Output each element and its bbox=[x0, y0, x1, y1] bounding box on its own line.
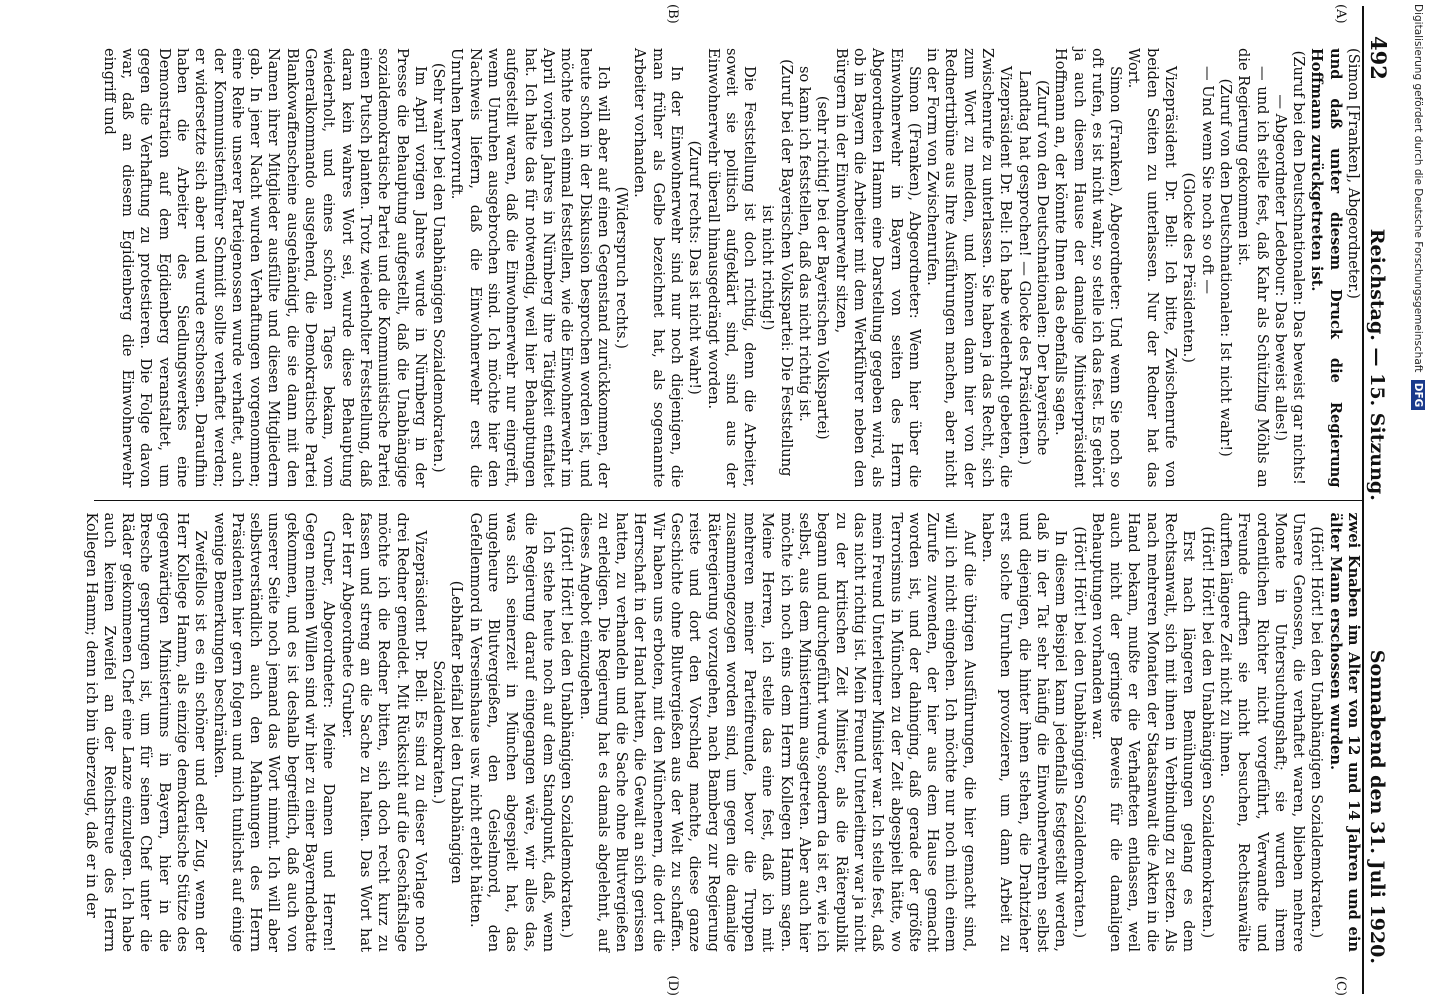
paragraph: (Simon [Franken], Abgeordneter.) bbox=[1345, 48, 1362, 299]
paragraph: Ich will aber auf einen Gegenstand zurückkommen, der heute schon in der Diskussion besprochen worden ist, und möchte noch einmal feststellen, wie die Einwohnerwehr im April vorigen Jahres in Nürnberg ihre Tätigkeit entfaltet hat. Ich halte das für notwendig, weil hier Behauptungen aufgestellt waren, daß die Einwohnerwehr nur eingreift, wenn Unruhen ausgebrochen sind. Ich möchte hier den Nachweis liefern, daß die Einwohnerwehr erst die Unruhen hervorruft. bbox=[448, 48, 612, 488]
paragraph: so kann ich feststellen, daß das nicht richtig ist. bbox=[796, 66, 814, 422]
paragraph: Erst nach längeren Bemühungen gelang es dem Rechtsanwalt, sich mit ihnen in Verbindung zu setzen. Als nach mehreren Monaten der Staatsanwalt die Akten in die Hand bekam, mußte er die Verhafteten entlassen, weil auch nicht der geringste Beweis für die damaligen Behauptungen vorhanden war. bbox=[1088, 512, 1198, 952]
paragraph: und daß unter diesem Druck die Regierung Hoffmann zurückgetreten ist. bbox=[1308, 48, 1344, 488]
credit-text: Digitalisierung gefördert durch die Deutsche Forschungsgemeinschaft bbox=[1412, 4, 1424, 373]
page-header bbox=[1362, 6, 1400, 994]
dfg-logo: DFG bbox=[1411, 380, 1425, 411]
paragraph: Gruber, Abgeordneter: Meine Damen und Herren! Gegen meinen Willen sind wir hier zu einer Bayerndebatte gekommen, und es ist deshalb begreiflich, daß auch von unserer Seite noch jemand das Wort nimmt. Ich will aber selbstverständlich auch den Mahnungen des Herrn Präsidenten hier gern folgen und mich tunlichst auf einige wenige Bemerkungen beschränken. bbox=[210, 512, 338, 952]
paragraph: (Hört! Hört! bei den Unabhängigen Sozialdemokraten.) bbox=[1198, 526, 1216, 939]
paragraph: (Zuruf bei den Deutschnationalen: Das beweist gar nichts! — Abgeordneter Ledebour: Das beweist alles!) bbox=[1271, 50, 1308, 485]
paragraph: Vizepräsident Dr. Bell: Es sind zu dieser Vorlage noch drei Redner gemeldet. Mit Rücksicht auf die Geschäftslage möchte ich die Redner bitten, sich doch recht kurz zu fassen und streng an die Sache zu halten. Das Wort hat der Herr Abgeordnete Gruber. bbox=[338, 512, 429, 952]
margin-marker-c: (C) bbox=[1333, 975, 1348, 996]
right-column bbox=[82, 501, 1362, 965]
paragraph: (Zuruf rechts: Das ist nicht wahr!) bbox=[686, 140, 704, 395]
paragraph: Ich stehe heute noch auf dem Standpunkt, daß, wenn die Regierung darauf eingegangen wäre, wir alles das, was sich seinerzeit in München abgespielt hat, das ungeheure Blutvergießen, den Geiselmord, den Gefellenmord in Verseinshause usw. nicht erlebt hätten. bbox=[466, 512, 557, 952]
paragraph: Simon (Franken), Abgeordneter: Wenn hier über die Einwohnerwehr in Bayern von seiten des Herrn Abgeordneten Hamm eine Darstellung gegeben wird, als ob in Bayern die Arbeiter mit dem Werkführer neben den Bürgern in der Einwohnerwehr sitzen, bbox=[832, 48, 923, 488]
paragraph: (Zuruf von den Deutschnationalen: Der bayerische Landtag hat gesprochen! — Glocke des Präsidenten.) bbox=[1015, 70, 1051, 466]
margin-marker-b: (B) bbox=[665, 4, 680, 24]
left-column bbox=[94, 36, 1362, 501]
paragraph: (Zuruf bei der Bayerischen Volkspartei: Die Feststellung ist nicht richtig!) bbox=[759, 59, 795, 477]
paragraph: Im April vorigen Jahres wurde in Nürnberg in der Presse die Behauptung aufgestellt, daß die Unabhängige sozialdemokratische Partei und die Kommunistische Partei einen Putsch planten. Trotz wiederholter Feststellung, daß daran kein wahres Wort sei, wurde diese Behauptung wiederholt, und eines schönen Tages bekam, vom Generalkommando ausgehend, die Demokratische Partei Blankowaffenscheine ausgehändigt, die sie dann mit den Namen ihrer Mitglieder ausfüllte und diesen Mitgliedern gab. In jener Nacht wurden Verhaftungen vorgenommen; eine Reihe unserer Parteigenossen wurde verhaftet, auch der Kommunistenführer Schmidt sollte verhaftet werden; er widersetzte sich aber und wurde erschossen. Daraufhin haben die Arbeiter des Siedlungswerkes eine Demonstration auf dem Egidienberg veranstaltet, um gegen die Verhaftung zu protestieren. Die Folge davon war, daß an diesem Egidienberg die Einwohnerwehr eingriff und bbox=[100, 48, 429, 488]
paragraph: (Hört! Hört! bei den Unabhängigen Sozialdemokraten.) bbox=[558, 526, 576, 939]
paragraph: Zweifellos ist es ein schöner und edler Zug, wenn der Herr Kollege Hamm, als einzige demokratische Stütze des gegenwärtigen Ministeriums in Bayern, hier in die Bresche gesprungen ist, um für seinen Chef unter die Räder gekommenen Chef eine Lanze einzulegen. Ich habe auch keinen Zweifel an der Reichstreue des Herrn Kollegen Hamm; denn ich bin überzeugt, daß er in der bbox=[82, 512, 210, 952]
paragraph: Auf die übrigen Ausführungen, die hier gemacht sind, will ich nicht eingehen. Ich möchte nur noch mich einem Zurufe zuwenden, der hier aus dem Hause gemacht worden ist, und der dahinging, daß gerade der größte Terrorismus in München zu der Zeit abgespielt hätte, wo mein Freund Unterleitner Minister war. Ich stelle fest, daß das nicht richtig ist. Mein Freund Unterleitner war ja nicht zu der kritischen Zeit Minister, als die Räterepublik begann und durchgeführt wurde, sondern da ist er, wie ich selbst, aus dem Ministerium ausgetreten. Aber auch hier möchte ich noch eins dem Herrn Kollegen Hamm sagen. Meine Herren, ich stelle das eine fest, daß ich mit mehreren meiner Parteifreunde, bevor die Truppen zusammengezogen worden sind, um gegen die damalige Räteregierung vorzugehen, nach Bamberg zur Regierung reiste und dort den Vorschlag machte, diese ganze Geschichte ohne Blutvergießen aus der Welt zu schaffen. Wir haben uns erboten, mit den Münchenern, die dort die Herrschaft in der Hand hatten, die Gewalt an sich gerissen hatten, zu verhandeln und die Sache ohne Blutvergießen zu erledigen. Die Regierung hat es damals abgelehnt, auf dieses Angebot einzugehen. bbox=[576, 512, 978, 952]
paragraph: (sehr richtig! bei der Bayerischen Volkspartei) bbox=[814, 95, 832, 440]
paragraph: zwei Knaben im Alter von 12 und 14 Jahren und ein älter Mann erschossen wurden. bbox=[1326, 512, 1362, 952]
paragraph: Unsere Genossen, die verhaftet waren, blieben mehrere Monate in Untersuchungshaft; sie wurden ihrem ordentlichen Richter nicht vorgeführt, Verwandte und Freunde durften sie nicht besuchen, Rechtsanwälte durften längere Zeit nicht zu ihnen. bbox=[1216, 512, 1308, 952]
paragraph: (Sehr wahr! bei den Unabhängigen Sozialdemokraten.) bbox=[430, 62, 448, 473]
paragraph: (Glocke des Präsidenten.) bbox=[1180, 172, 1198, 363]
paragraph: In der Einwohnerwehr sind nur noch diejenigen, die man früher als Gelbe bezeichnet hat, als sogenannte Arbeiter vorhanden. bbox=[631, 48, 686, 488]
paragraph: Vizepräsident Dr. Bell: Ich habe wiederholt gebeten, die Zwischenrufe zu unterlassen. Sie haben ja das Recht, sich zum Wort zu melden, und können dann hier von der Rednertribüne aus Ihre Ausführungen machen, aber nicht in der Form von Zwischenrufen. bbox=[924, 48, 1015, 488]
paragraph: — Und wenn Sie noch so oft — bbox=[1198, 66, 1216, 295]
header-title: Reichstag. — 15. Sitzung. bbox=[1366, 228, 1388, 501]
rotated-page bbox=[40, 0, 1400, 1000]
page-number: 492 bbox=[1366, 36, 1391, 80]
text-columns bbox=[82, 36, 1362, 964]
paragraph: (Lebhafter Beifall bei den Unabhängigen Sozialdemokraten.) bbox=[430, 580, 466, 884]
paragraph: (Hört! Hört! bei den Unabhängigen Sozialdemokraten.) bbox=[1070, 526, 1088, 939]
paragraph: — und ich stelle fest, daß Kahr als Schützling Möhls an die Regierung gekommen ist. bbox=[1235, 48, 1271, 488]
paragraph: In diesem Beispiel kann jedenfalls festgestellt werden, daß in der Tat sehr häufig die Einwohnerwehren selbst und diejenigen, die hinter ihnen stehen, die Drahtzieher erst solche Unruhen provozieren, um dann Arbeit zu haben. bbox=[979, 512, 1070, 952]
paragraph: Vizepräsident Dr. Bell: Ich bitte, Zwischenrufe von beiden Seiten zu unterlassen. Nur der Redner hat das Wort. bbox=[1125, 48, 1180, 488]
paragraph: (Hört! Hört! bei den Unabhängigen Sozialdemokraten.) bbox=[1308, 526, 1326, 939]
margin-marker-d: (D) bbox=[665, 975, 680, 996]
margin-marker-a: (A) bbox=[1333, 4, 1348, 24]
paragraph: (Zuruf von den Deutschnationalen: Ist nicht wahr!) bbox=[1216, 78, 1234, 457]
paragraph: Die Feststellung ist doch richtig, denn die Arbeiter, soweit sie politisch aufgeklärt sind, sind aus der Einwohnerwehr überall hinausgedrängt worden. bbox=[704, 48, 759, 488]
header-date: Sonnabend den 31. Juli 1920. bbox=[1366, 649, 1388, 964]
digitization-credit bbox=[1408, 4, 1432, 994]
paragraph: (Widerspruch rechts.) bbox=[613, 186, 631, 349]
paragraph: Simon (Franken), Abgeordneter: Und wenn Sie noch so oft rufen, es ist nicht wahr, so stelle ich das fest. Es gehört ja auch diesem Hause der damalige Ministerpräsident Hoffmann an, der könnte Ihnen das ebenfalls sagen. bbox=[1052, 48, 1125, 488]
